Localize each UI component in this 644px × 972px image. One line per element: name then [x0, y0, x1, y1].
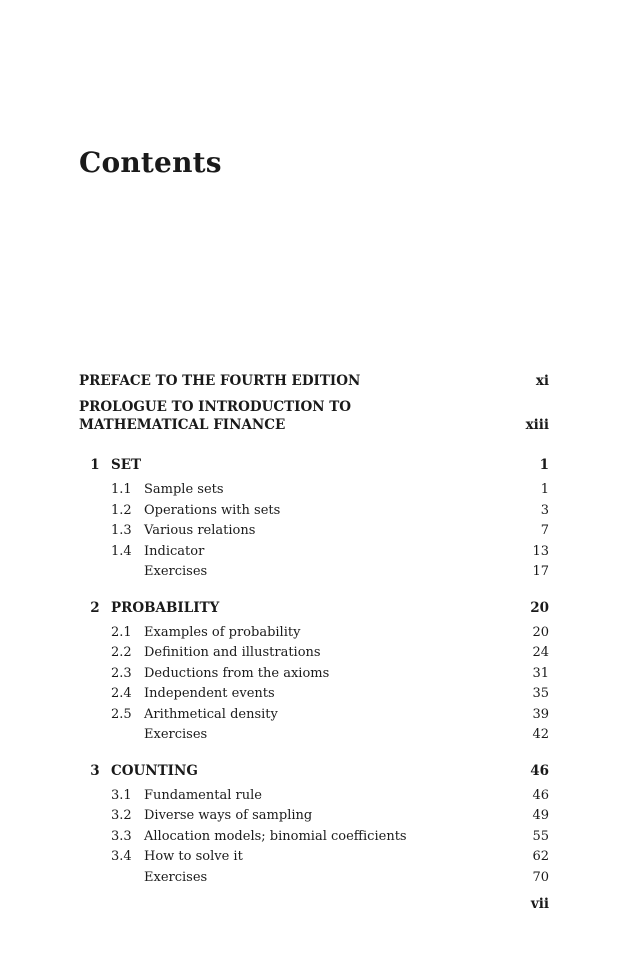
section-page: 39 [532, 706, 549, 722]
section-title: Diverse ways of sampling [144, 808, 313, 823]
section-title: Definition and illustrations [144, 645, 321, 660]
section-title: Independent events [144, 686, 275, 701]
section-entry[interactable] [79, 562, 549, 583]
section-number: 2.5 [111, 706, 132, 722]
section-title: Arithmetical density [144, 706, 278, 722]
front-matter-entry[interactable] [79, 372, 549, 390]
table-of-contents [79, 372, 549, 904]
page-title: Contents [79, 146, 222, 179]
section-entry[interactable] [79, 868, 549, 889]
section-entry[interactable] [79, 643, 549, 664]
section-entry[interactable] [79, 847, 549, 868]
section-number: 3.3 [111, 828, 132, 844]
section-title: How to solve it [144, 849, 243, 864]
section-entry[interactable] [79, 623, 549, 644]
section-number: 1.1 [111, 482, 132, 497]
section-page: 1 [540, 482, 549, 497]
section-title: Sample sets [144, 482, 224, 497]
chapter-number: 2 [90, 599, 100, 616]
section-page: 49 [532, 808, 549, 823]
section-title: Operations with sets [144, 502, 281, 518]
chapter-block [79, 599, 549, 746]
chapter-title: COUNTING [111, 762, 198, 779]
section-page: 42 [532, 727, 549, 742]
chapter-page: 20 [530, 599, 549, 616]
section-page: 20 [532, 624, 549, 640]
section-number: 3.4 [111, 849, 132, 864]
chapter-number: 1 [90, 457, 100, 473]
entry-title: PREFACE TO THE FOURTH EDITION [79, 373, 361, 389]
section-number: 1.3 [111, 523, 132, 538]
section-page: 3 [540, 502, 549, 518]
section-page: 70 [532, 869, 549, 885]
section-title: Allocation models; binomial coefficients [144, 828, 407, 844]
entry-title: PROLOGUE TO INTRODUCTION TO MATHEMATICAL FINANCE [79, 399, 352, 433]
section-title: Exercises [144, 869, 208, 885]
chapter-block [79, 456, 549, 583]
section-page: 31 [532, 665, 549, 681]
chapter-number: 3 [90, 762, 100, 779]
section-title: Fundamental rule [144, 787, 262, 803]
section-entry[interactable] [79, 521, 549, 542]
chapter-block [79, 762, 549, 889]
section-page: 7 [540, 523, 549, 538]
section-page: 46 [532, 787, 549, 803]
page-number: vii [530, 896, 549, 912]
front-matter-entry[interactable] [79, 398, 549, 434]
section-entry[interactable] [79, 725, 549, 746]
section-entry[interactable] [79, 705, 549, 726]
section-entry[interactable] [79, 684, 549, 705]
section-title: Deductions from the axioms [144, 665, 330, 681]
entry-page: xi [535, 373, 549, 389]
section-number: 2.2 [111, 645, 132, 660]
section-entry[interactable] [79, 786, 549, 807]
section-page: 35 [532, 686, 549, 701]
chapter-entry[interactable] [79, 599, 549, 617]
section-number: 3.1 [111, 787, 132, 803]
chapter-entry[interactable] [79, 456, 549, 474]
section-page: 62 [532, 849, 549, 864]
section-entry[interactable] [79, 542, 549, 563]
section-title: Exercises [144, 564, 208, 579]
section-number: 1.2 [111, 502, 132, 518]
section-title: Examples of probability [144, 624, 301, 640]
section-title: Various relations [144, 523, 256, 538]
section-title: Indicator [144, 543, 205, 559]
section-number: 1.4 [111, 543, 132, 559]
chapter-title: PROBABILITY [111, 599, 220, 616]
section-page: 24 [532, 645, 549, 660]
section-page: 55 [532, 828, 549, 844]
section-entry[interactable] [79, 806, 549, 827]
section-number: 2.3 [111, 665, 132, 681]
section-entry[interactable] [79, 827, 549, 848]
chapter-entry[interactable] [79, 762, 549, 780]
chapter-page: 46 [530, 762, 549, 779]
section-number: 3.2 [111, 808, 132, 823]
chapter-list [79, 456, 549, 888]
section-entry[interactable] [79, 664, 549, 685]
section-number: 2.4 [111, 686, 132, 701]
section-entry[interactable] [79, 480, 549, 501]
chapter-page: 1 [539, 457, 549, 473]
chapter-title: SET [111, 457, 142, 473]
section-page: 13 [532, 543, 549, 559]
section-page: 17 [532, 564, 549, 579]
section-entry[interactable] [79, 501, 549, 522]
entry-page: xiii [525, 417, 549, 433]
section-title: Exercises [144, 727, 208, 742]
section-number: 2.1 [111, 624, 132, 640]
